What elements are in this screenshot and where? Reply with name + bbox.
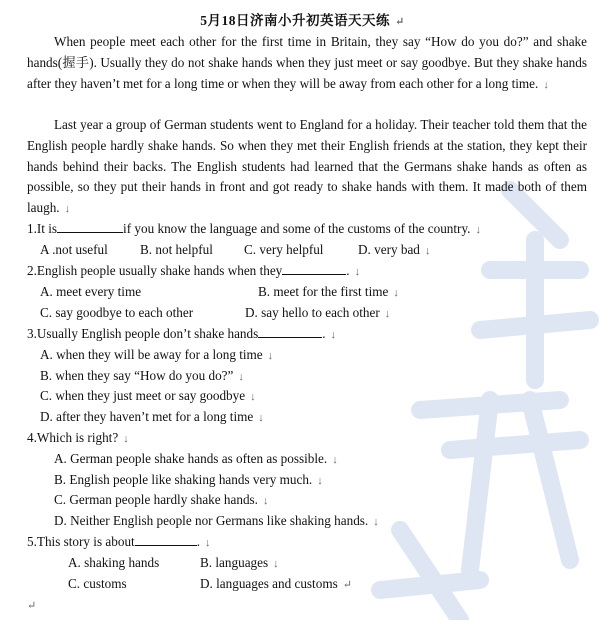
option-3a: A. when they will be away for a long time ↓: [40, 347, 274, 362]
question-1: 1.It is if you know the language and some of the customs of the country. ↓: [27, 221, 481, 236]
answer-blank: [135, 533, 197, 546]
end-mark: ↵: [27, 600, 37, 612]
option-3c: C. when they just meet or say goodbye ↓: [40, 388, 256, 403]
option-2c: C. say goodbye to each other: [40, 305, 194, 320]
option-5b: B. languages ↓: [200, 555, 279, 570]
option-4b: B. English people like shaking hands very much. ↓: [54, 472, 323, 487]
option-2a: A. meet every time: [40, 284, 142, 299]
option-5d: D. languages and customs ↵: [200, 576, 352, 591]
answer-blank: [57, 220, 123, 233]
question-3: 3.Usually English people don’t shake hands . ↓: [27, 326, 337, 341]
option-5a: A. shaking hands: [68, 555, 160, 570]
question-5: 5.This story is about . ↓: [27, 534, 211, 549]
question-2: 2.English people usually shake hands when they . ↓: [27, 263, 361, 278]
passage-paragraph-2: Last year a group of German students went to England for a holiday. Their teacher told them that the English people hardly shake hands. So when they met their English friends at the station, they kept their hands behind their backs. The English students had learned that the Germans shake hands as often as possible, so they put their hands in front and got ready to shake hands with them. It made both of them laugh. ↓: [27, 117, 587, 216]
option-3b: B. when they say “How do you do?” ↓: [40, 368, 244, 383]
option-1a: A .not useful: [40, 242, 108, 257]
answer-blank: [282, 262, 346, 275]
answer-blank: [258, 325, 322, 338]
option-4c: C. German people hardly shake hands. ↓: [54, 492, 269, 507]
option-4a: A. German people shake hands as often as possible. ↓: [54, 451, 338, 466]
option-2d: D. say hello to each other ↓: [245, 305, 391, 320]
option-1c: C. very helpful: [244, 242, 324, 257]
passage-paragraph-1: When people meet each other for the first time in Britain, they say “How do you do?” and shake hands(握手). Usually they do not shake hands when they just meet or say goodbye. But they shake hands after they haven’t met for a long time or when they will be away from each other for a long time. ↓: [27, 34, 587, 91]
option-5c: C. customs: [68, 576, 127, 591]
option-1d: D. very bad ↓: [358, 242, 431, 257]
option-2b: B. meet for the first time ↓: [258, 284, 399, 299]
question-4: 4.Which is right? ↓: [27, 430, 129, 445]
option-1b: B. not helpful: [140, 242, 213, 257]
page-title: 5月18日济南小升初英语天天练 ↵: [200, 13, 405, 28]
option-4d: D. Neither English people nor Germans like shaking hands. ↓: [54, 513, 379, 528]
option-3d: D. after they haven’t met for a long time ↓: [40, 409, 264, 424]
